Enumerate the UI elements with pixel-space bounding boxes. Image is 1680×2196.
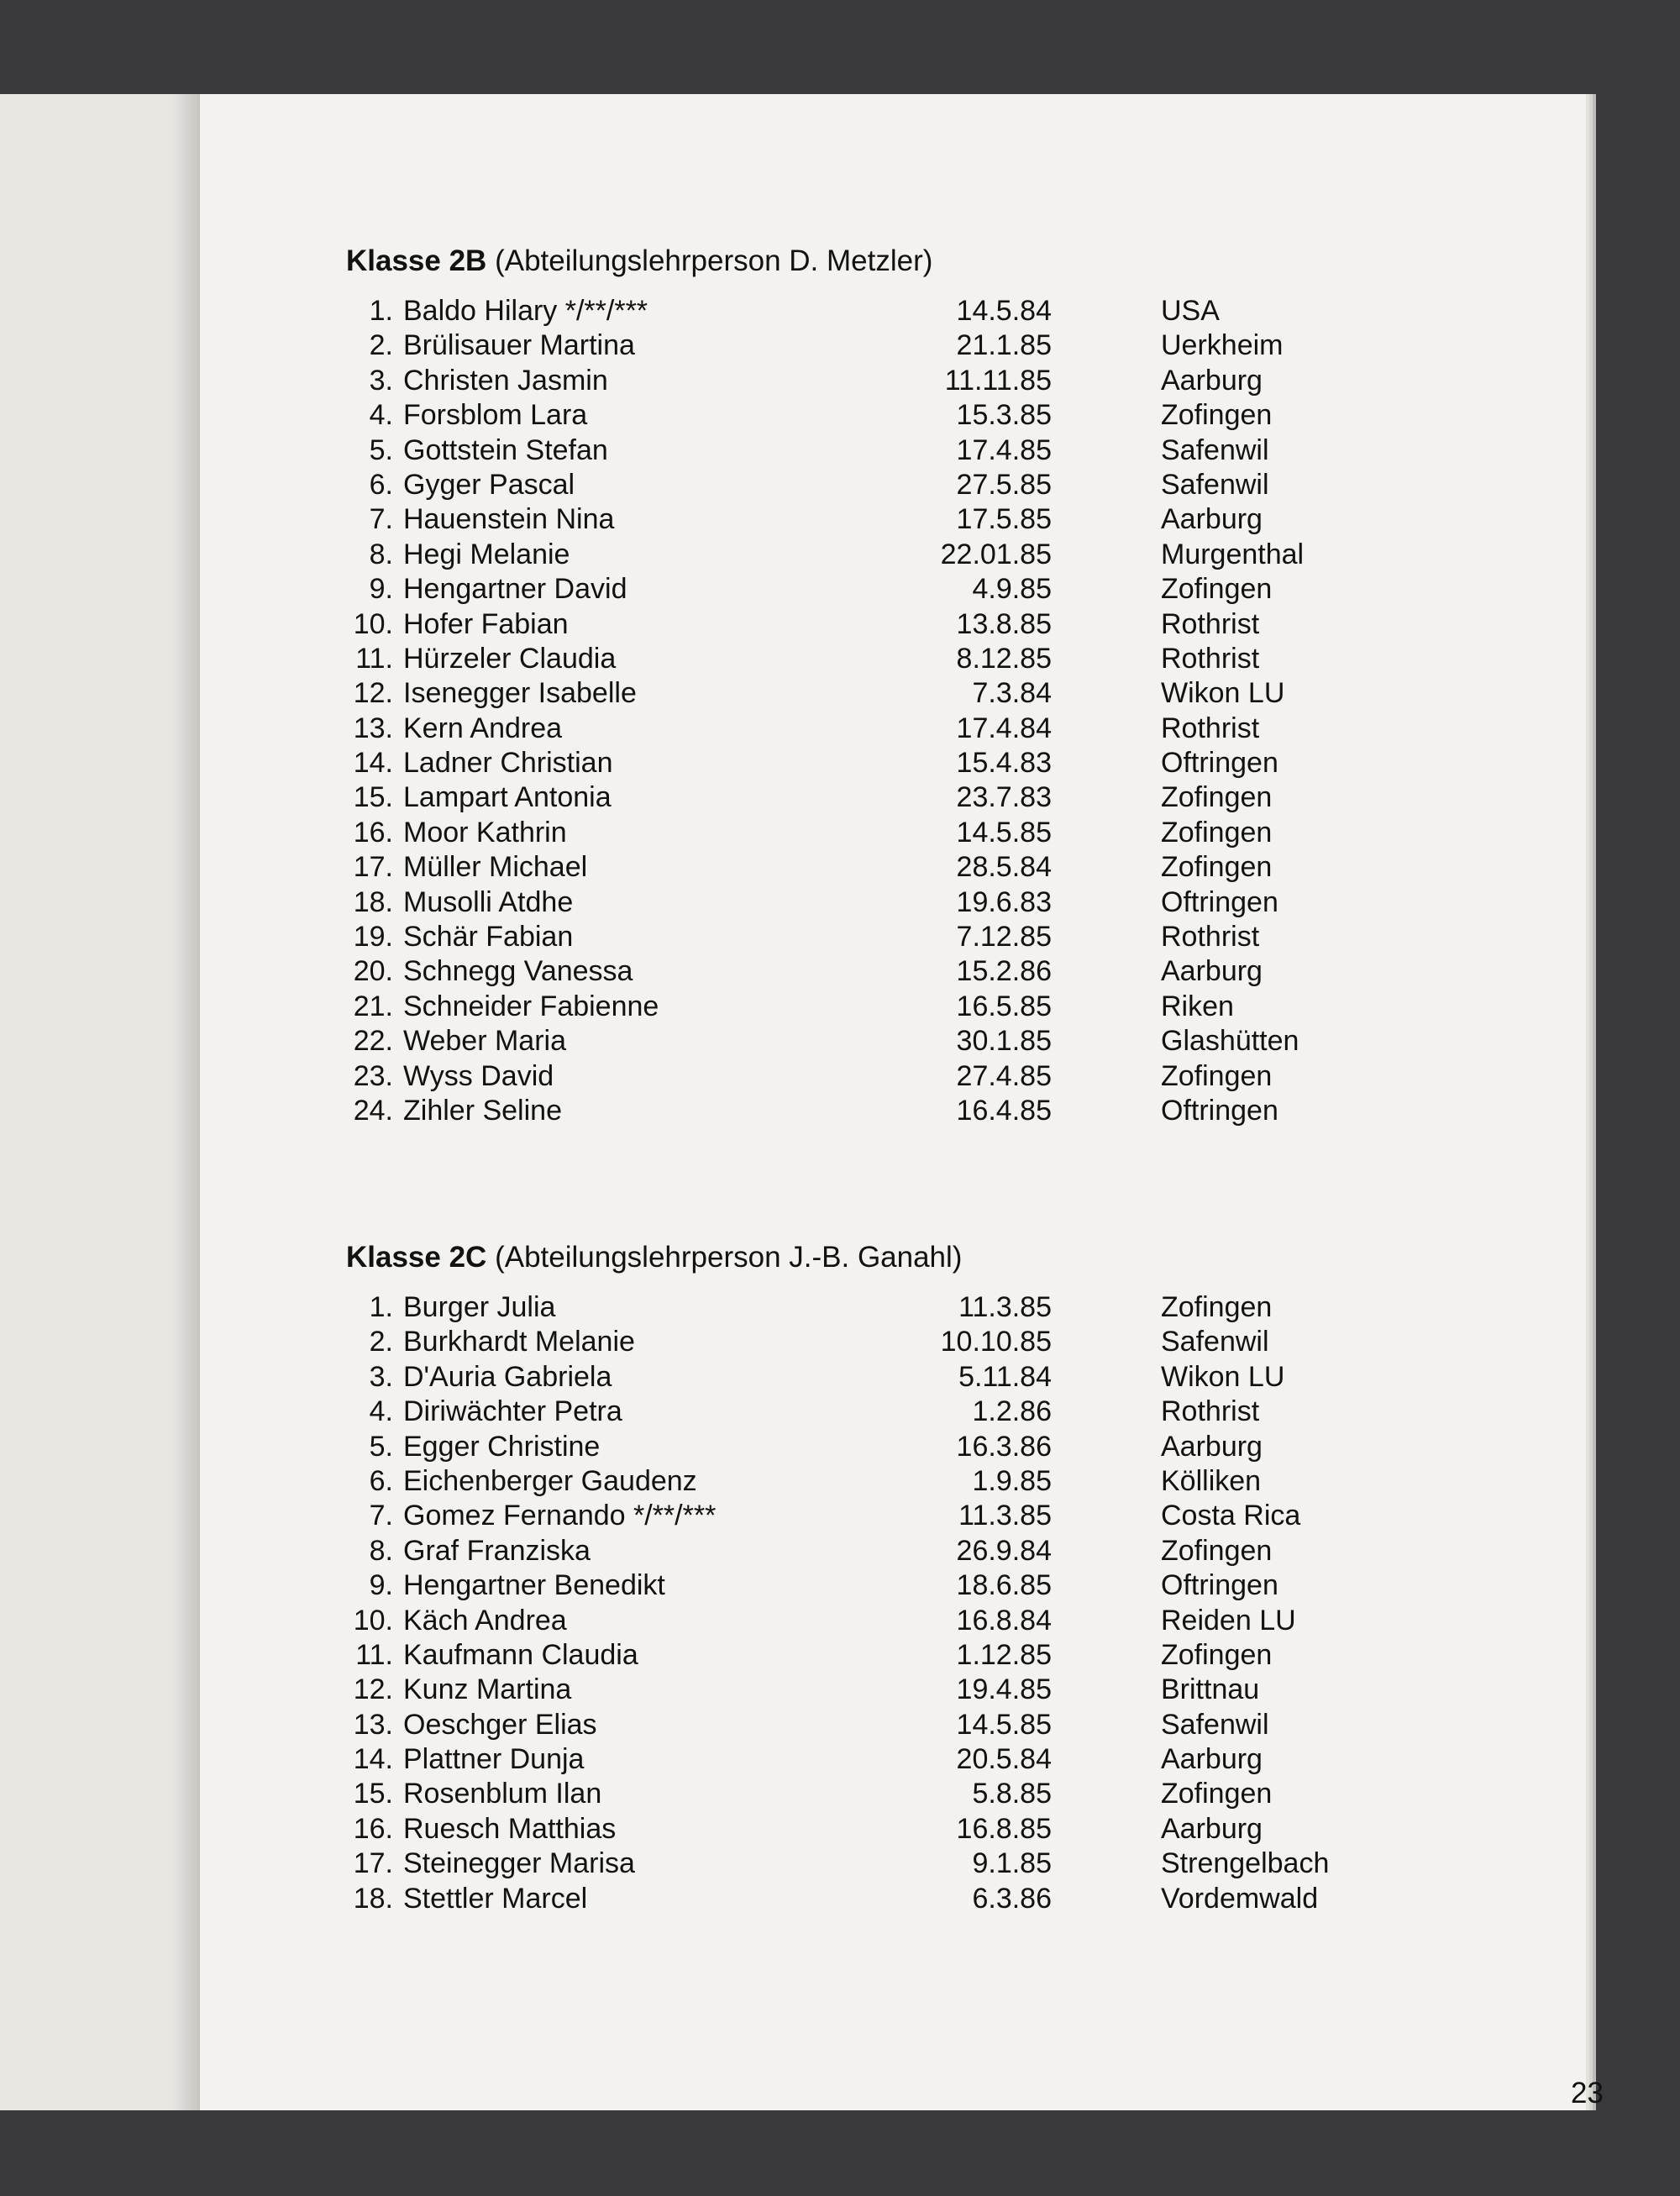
student-name: Gottstein Stefan xyxy=(403,433,608,466)
birth-date: 15.3.85 xyxy=(956,399,1052,432)
birth-date: 5.8.85 xyxy=(972,1778,1052,1810)
hometown: Wikon LU xyxy=(1161,677,1285,710)
student-name: Egger Christine xyxy=(403,1430,601,1463)
student-name: Wyss David xyxy=(403,1059,554,1092)
student-name: Lampart Antonia xyxy=(403,781,612,814)
student-row xyxy=(346,1742,1438,1777)
row-number: 9. xyxy=(369,573,393,606)
student-name: Christen Jasmin xyxy=(403,364,608,397)
row-number: 15. xyxy=(353,1778,393,1810)
row-number: 3. xyxy=(369,1360,393,1393)
student-row xyxy=(346,433,1438,468)
row-number: 22. xyxy=(353,1025,393,1058)
birth-date: 18.6.85 xyxy=(956,1569,1052,1602)
student-name: Hürzeler Claudia xyxy=(403,642,617,675)
row-number: 5. xyxy=(369,433,393,466)
student-name: Hengartner David xyxy=(403,573,627,606)
birth-date: 27.4.85 xyxy=(956,1059,1052,1092)
student-row xyxy=(346,676,1438,711)
class-2b-section xyxy=(346,244,1438,1128)
student-row xyxy=(346,468,1438,502)
section-heading xyxy=(346,244,1438,279)
hometown: Zofingen xyxy=(1161,1291,1273,1323)
student-row xyxy=(346,1024,1438,1059)
row-number: 17. xyxy=(353,851,393,884)
row-number: 9. xyxy=(369,1569,393,1602)
student-name: Ruesch Matthias xyxy=(403,1812,617,1845)
student-name: Weber Maria xyxy=(403,1025,566,1058)
birth-date: 16.3.86 xyxy=(956,1430,1052,1463)
student-name: Eichenberger Gaudenz xyxy=(403,1464,697,1497)
hometown: Costa Rica xyxy=(1161,1500,1301,1532)
student-row xyxy=(346,1395,1438,1429)
student-name: Isenegger Isabelle xyxy=(403,677,637,710)
birth-date: 27.5.85 xyxy=(956,468,1052,501)
birth-date: 21.1.85 xyxy=(956,329,1052,362)
student-row xyxy=(346,502,1438,537)
student-row xyxy=(346,1325,1438,1359)
birth-date: 4.9.85 xyxy=(972,573,1052,606)
student-row xyxy=(346,954,1438,989)
hometown: Zofingen xyxy=(1161,781,1273,814)
student-name: Kunz Martina xyxy=(403,1673,572,1706)
student-name: Plattner Dunja xyxy=(403,1743,585,1776)
hometown: Zofingen xyxy=(1161,1534,1273,1567)
birth-date: 14.5.85 xyxy=(956,816,1052,848)
student-row xyxy=(346,328,1438,363)
row-number: 8. xyxy=(369,1534,393,1567)
student-name: D'Auria Gabriela xyxy=(403,1360,612,1393)
row-number: 4. xyxy=(369,1395,393,1428)
birth-date: 16.5.85 xyxy=(956,990,1052,1022)
row-number: 20. xyxy=(353,955,393,988)
row-number: 11. xyxy=(355,1638,393,1671)
student-row xyxy=(346,607,1438,642)
birth-date: 16.8.85 xyxy=(956,1812,1052,1845)
hometown: Rothrist xyxy=(1161,921,1260,954)
student-name: Forsblom Lara xyxy=(403,399,588,432)
class-name: Klasse 2B xyxy=(346,244,487,277)
birth-date: 11.3.85 xyxy=(958,1291,1052,1323)
student-name: Moor Kathrin xyxy=(403,816,567,848)
student-row xyxy=(346,1708,1438,1742)
teacher-note: (Abteilungslehrperson D. Metzler) xyxy=(495,244,933,277)
hometown: Rothrist xyxy=(1161,642,1260,675)
row-number: 13. xyxy=(353,1708,393,1741)
birth-date: 17.4.85 xyxy=(956,433,1052,466)
student-name: Müller Michael xyxy=(403,851,588,884)
student-name: Oeschger Elias xyxy=(403,1708,597,1741)
student-row xyxy=(346,1673,1438,1707)
student-name: Diriwächter Petra xyxy=(403,1395,622,1428)
birth-date: 19.6.83 xyxy=(956,885,1052,918)
student-row xyxy=(346,712,1438,746)
hometown: Zofingen xyxy=(1161,1059,1273,1092)
birth-date: 14.5.85 xyxy=(956,1708,1052,1741)
row-number: 14. xyxy=(353,1743,393,1776)
student-row xyxy=(346,1059,1438,1094)
row-number: 17. xyxy=(353,1847,393,1880)
student-name: Burger Julia xyxy=(403,1291,556,1323)
row-number: 18. xyxy=(353,885,393,918)
hometown: Reiden LU xyxy=(1161,1604,1296,1636)
birth-date: 11.3.85 xyxy=(958,1500,1052,1532)
teacher-note: (Abteilungslehrperson J.-B. Ganahl) xyxy=(495,1241,963,1274)
page-number: 23 xyxy=(1571,2077,1604,2109)
birth-date: 11.11.85 xyxy=(944,364,1052,397)
class-name: Klasse 2C xyxy=(346,1241,487,1274)
student-name: Brülisauer Martina xyxy=(403,329,635,362)
row-number: 10. xyxy=(353,1604,393,1636)
student-name: Stettler Marcel xyxy=(403,1882,588,1915)
student-name: Gomez Fernando */**/*** xyxy=(403,1500,717,1532)
hometown: Zofingen xyxy=(1161,573,1273,606)
birth-date: 17.5.85 xyxy=(956,503,1052,536)
student-row xyxy=(346,920,1438,954)
student-row xyxy=(346,538,1438,572)
student-list xyxy=(346,294,1438,1128)
class-2c-section xyxy=(346,1240,1438,1916)
student-row xyxy=(346,885,1438,920)
birth-date: 13.8.85 xyxy=(956,607,1052,640)
student-row xyxy=(346,1430,1438,1464)
student-row xyxy=(346,1604,1438,1638)
hometown: Zofingen xyxy=(1161,1778,1273,1810)
section-heading xyxy=(346,1240,1438,1275)
hometown: Aarburg xyxy=(1161,503,1263,536)
student-row xyxy=(346,1464,1438,1499)
student-name: Schneider Fabienne xyxy=(403,990,659,1022)
row-number: 11. xyxy=(355,642,393,675)
hometown: Safenwil xyxy=(1161,433,1269,466)
birth-date: 10.10.85 xyxy=(940,1326,1052,1358)
row-number: 2. xyxy=(369,1326,393,1358)
student-name: Kern Andrea xyxy=(403,712,563,744)
hometown: Zofingen xyxy=(1161,399,1273,432)
student-row xyxy=(346,1568,1438,1603)
birth-date: 1.2.86 xyxy=(972,1395,1052,1428)
hometown: Safenwil xyxy=(1161,468,1269,501)
birth-date: 16.8.84 xyxy=(956,1604,1052,1636)
hometown: Zofingen xyxy=(1161,851,1273,884)
student-row xyxy=(346,1882,1438,1916)
birth-date: 14.5.84 xyxy=(956,295,1052,327)
row-number: 7. xyxy=(369,503,393,536)
birth-date: 30.1.85 xyxy=(956,1025,1052,1058)
student-name: Rosenblum Ilan xyxy=(403,1778,602,1810)
row-number: 6. xyxy=(369,468,393,501)
student-list xyxy=(346,1290,1438,1916)
birth-date: 7.12.85 xyxy=(956,921,1052,954)
hometown: Aarburg xyxy=(1161,955,1263,988)
hometown: Safenwil xyxy=(1161,1326,1269,1358)
birth-date: 1.9.85 xyxy=(972,1464,1052,1497)
hometown: Oftringen xyxy=(1161,1094,1278,1127)
student-name: Käch Andrea xyxy=(403,1604,567,1636)
hometown: Brittnau xyxy=(1161,1673,1260,1706)
hometown: Vordemwald xyxy=(1161,1882,1319,1915)
student-name: Hauenstein Nina xyxy=(403,503,615,536)
birth-date: 6.3.86 xyxy=(972,1882,1052,1915)
row-number: 18. xyxy=(353,1882,393,1915)
hometown: Rothrist xyxy=(1161,712,1260,744)
row-number: 14. xyxy=(353,747,393,780)
birth-date: 26.9.84 xyxy=(956,1534,1052,1567)
row-number: 15. xyxy=(353,781,393,814)
row-number: 3. xyxy=(369,364,393,397)
hometown: Aarburg xyxy=(1161,1430,1263,1463)
birth-date: 22.01.85 xyxy=(940,538,1052,570)
row-number: 1. xyxy=(369,295,393,327)
student-row xyxy=(346,816,1438,850)
student-name: Hengartner Benedikt xyxy=(403,1569,665,1602)
birth-date: 19.4.85 xyxy=(956,1673,1052,1706)
hometown: Kölliken xyxy=(1161,1464,1262,1497)
student-row xyxy=(346,294,1438,328)
student-name: Graf Franziska xyxy=(403,1534,591,1567)
student-row xyxy=(346,398,1438,433)
row-number: 7. xyxy=(369,1500,393,1532)
row-number: 5. xyxy=(369,1430,393,1463)
birth-date: 16.4.85 xyxy=(956,1094,1052,1127)
student-name: Steinegger Marisa xyxy=(403,1847,635,1880)
student-row xyxy=(346,1638,1438,1673)
student-name: Ladner Christian xyxy=(403,747,613,780)
student-name: Baldo Hilary */**/*** xyxy=(403,295,648,327)
student-row xyxy=(346,1534,1438,1568)
student-name: Zihler Seline xyxy=(403,1094,562,1127)
row-number: 12. xyxy=(353,1673,393,1706)
birth-date: 15.4.83 xyxy=(956,747,1052,780)
row-number: 6. xyxy=(369,1464,393,1497)
birth-date: 17.4.84 xyxy=(956,712,1052,744)
hometown: Oftringen xyxy=(1161,885,1278,918)
student-row xyxy=(346,1499,1438,1533)
birth-date: 1.12.85 xyxy=(956,1638,1052,1671)
hometown: Strengelbach xyxy=(1161,1847,1330,1880)
student-name: Schnegg Vanessa xyxy=(403,955,633,988)
row-number: 8. xyxy=(369,538,393,570)
row-number: 19. xyxy=(353,921,393,954)
student-row xyxy=(346,746,1438,780)
left-page-edge xyxy=(0,94,197,2110)
hometown: Zofingen xyxy=(1161,1638,1273,1671)
student-row xyxy=(346,990,1438,1024)
birth-date: 20.5.84 xyxy=(956,1743,1052,1776)
student-row xyxy=(346,1360,1438,1395)
row-number: 24. xyxy=(353,1094,393,1127)
student-row xyxy=(346,1812,1438,1847)
student-row xyxy=(346,1290,1438,1325)
row-number: 2. xyxy=(369,329,393,362)
row-number: 12. xyxy=(353,677,393,710)
student-row xyxy=(346,572,1438,607)
student-name: Schär Fabian xyxy=(403,921,574,954)
row-number: 16. xyxy=(353,816,393,848)
hometown: Zofingen xyxy=(1161,816,1273,848)
birth-date: 23.7.83 xyxy=(956,781,1052,814)
student-row xyxy=(346,780,1438,815)
birth-date: 9.1.85 xyxy=(972,1847,1052,1880)
hometown: Uerkheim xyxy=(1161,329,1284,362)
student-row xyxy=(346,1777,1438,1811)
row-number: 16. xyxy=(353,1812,393,1845)
student-name: Kaufmann Claudia xyxy=(403,1638,638,1671)
student-name: Burkhardt Melanie xyxy=(403,1326,635,1358)
hometown: Riken xyxy=(1161,990,1234,1022)
hometown: USA xyxy=(1161,295,1220,327)
hometown: Wikon LU xyxy=(1161,1360,1285,1393)
student-row xyxy=(346,364,1438,398)
hometown: Rothrist xyxy=(1161,607,1260,640)
row-number: 13. xyxy=(353,712,393,744)
birth-date: 8.12.85 xyxy=(956,642,1052,675)
hometown: Murgenthal xyxy=(1161,538,1305,570)
row-number: 21. xyxy=(353,990,393,1022)
row-number: 1. xyxy=(369,1291,393,1323)
student-name: Gyger Pascal xyxy=(403,468,575,501)
student-row xyxy=(346,642,1438,676)
student-row xyxy=(346,1094,1438,1128)
hometown: Aarburg xyxy=(1161,1743,1263,1776)
hometown: Aarburg xyxy=(1161,1812,1263,1845)
student-name: Musolli Atdhe xyxy=(403,885,574,918)
hometown: Oftringen xyxy=(1161,1569,1278,1602)
birth-date: 7.3.84 xyxy=(972,677,1052,710)
student-name: Hofer Fabian xyxy=(403,607,569,640)
birth-date: 15.2.86 xyxy=(956,955,1052,988)
student-name: Hegi Melanie xyxy=(403,538,570,570)
hometown: Oftringen xyxy=(1161,747,1278,780)
row-number: 23. xyxy=(353,1059,393,1092)
birth-date: 28.5.84 xyxy=(956,851,1052,884)
student-row xyxy=(346,1847,1438,1881)
row-number: 10. xyxy=(353,607,393,640)
row-number: 4. xyxy=(369,399,393,432)
hometown: Glashütten xyxy=(1161,1025,1299,1058)
hometown: Aarburg xyxy=(1161,364,1263,397)
hometown: Safenwil xyxy=(1161,1708,1269,1741)
birth-date: 5.11.84 xyxy=(958,1360,1052,1393)
student-row xyxy=(346,850,1438,885)
hometown: Rothrist xyxy=(1161,1395,1260,1428)
